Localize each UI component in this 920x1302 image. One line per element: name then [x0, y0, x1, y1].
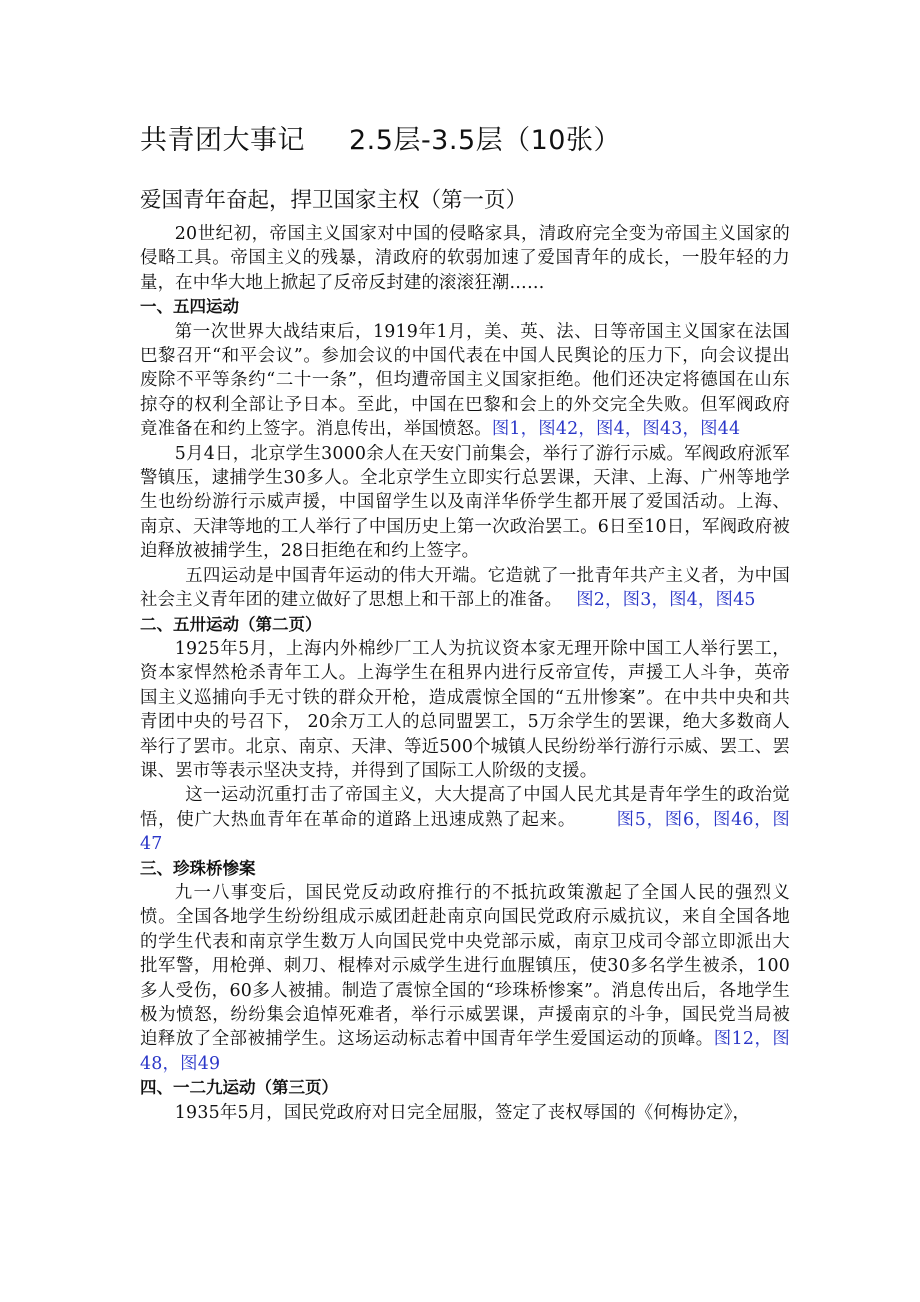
- paragraph-text: 九一八事变后，国民党反动政府推行的不抵抗政策激起了全国人民的强烈义愤。全国各地学生纷纷组成示威团赶赴南京向国民党政府示威抗议，来自全国各地的学生代表和南京学生数万人向国民党中央党部示威，南京卫戍司令部立即派出大批军警，用枪弹、刺刀、棍棒对示威学生进行血腥镇压，使30多名学生被杀，100多人受伤，60多人被捕。制造了震惊全国的“珍珠桥惨案”。消息传出后，各地学生极为愤怒，纷纷集会追悼死难者，举行示威罢课，声援南京的斗争，国民党当局被迫释放了全部被捕学生。这场运动标志着中国青年学生爱国运动的顶峰。: [140, 882, 790, 1050]
- section-heading-may-fourth: 一、五四运动: [140, 297, 239, 317]
- paragraph: [140, 1101, 790, 1125]
- figure-refs: 图12，图48，图49: [140, 1029, 790, 1074]
- paragraph: [140, 783, 790, 856]
- paragraph: [140, 881, 790, 1076]
- paragraph: [140, 442, 790, 564]
- page-title: [140, 118, 790, 157]
- intro-paragraph: 20世纪初，帝国主义国家对中国的侵略家具，清政府完全变为帝国主义国家的侵略工具。帝国主义的残暴，清政府的软弱加速了爱国青年的成长，一股年轻的力量，在中华大地上掀起了反帝反封建的滚滚狂潮……: [140, 224, 790, 293]
- document-content: [140, 118, 790, 1125]
- paragraph: [140, 637, 790, 783]
- paragraph-text: 五四运动是中国青年运动的伟大开端。它造就了一批青年共产主义者，为中国社会主义青年团的建立做好了思想上和干部上的准备。: [140, 565, 790, 611]
- title-range: 2.5层-3.5层（10张）: [349, 125, 621, 156]
- figure-refs: 图2，图3，图4，图45: [576, 590, 756, 611]
- paragraph: [140, 320, 790, 442]
- section-heading-december-ninth: 四、一二九运动（第三页）: [140, 1078, 338, 1098]
- figure-refs: 图5，图6，图46，图47: [140, 809, 790, 855]
- section-heading-may-thirtieth: 二、五卅运动（第二页）: [140, 614, 322, 634]
- paragraph-text: 1925年5月，上海内外棉纱厂工人为抗议资本家无理开除中国工人举行罢工，资本家悍然枪杀青年工人。上海学生在租界内进行反帝宣传，声援工人斗争，英帝国主义巡捕向手无寸铁的群众开枪，造成震惊全国的“五卅惨案”。在中共中央和共青团中央的号召下， 20余万工人的总同盟罢工，5万余学生的罢课，绝大多数商人举行了罢市。北京、南京、天津、等近500个城镇人民纷纷举行游行示威、罢工、罢课、罢市等表示坚决支持，并得到了国际工人阶级的支援。: [140, 638, 790, 781]
- section-heading-zhenzhuqiao: 三、珍珠桥惨案: [140, 858, 256, 878]
- figure-refs: 图1，图42，图4，图43，图44: [491, 419, 741, 440]
- paragraph-text: 第一次世界大战结束后，1919年1月，美、英、法、日等帝国主义国家在法国巴黎召开“和平会议”。参加会议的中国代表在中国人民舆论的压力下，向会议提出废除不平等条约“二十一条”，但均遭帝国主义国家拒绝。他们还决定将德国在山东掠夺的权利全部让予日本。至此，中国在巴黎和会上的外交完全失败。但军阀政府竟准备在和约上签字。消息传出，举国愤怒。: [140, 321, 790, 440]
- paragraph: [140, 564, 790, 613]
- paragraph-text: 这一运动沉重打击了帝国主义，大大提高了中国人民尤其是青年学生的政治觉悟，使广大热血青年在革命的道路上迅速成熟了起来。: [140, 785, 790, 830]
- title-main: 共青团大事记: [140, 125, 305, 156]
- paragraph-text: 5月4日，北京学生3000余人在天安门前集会，举行了游行示威。军阀政府派军警镇压，逮捕学生30多人。全北京学生立即实行总罢课，天津、上海、广州等地学生也纷纷游行示威声援，中国留学生以及南洋华侨学生都开展了爱国活动。上海、南京、天津等地的工人举行了中国历史上第一次政治罢工。6日至10日，军阀政府被迫释放被捕学生，28日拒绝在和约上签字。: [140, 443, 790, 562]
- paragraph-text: 1935年5月，国民党政府对日完全屈服，签定了丧权辱国的《何梅协定》，: [174, 1102, 751, 1123]
- page-subtitle: 爱国青年奋起，捍卫国家主权（第一页）: [140, 188, 528, 213]
